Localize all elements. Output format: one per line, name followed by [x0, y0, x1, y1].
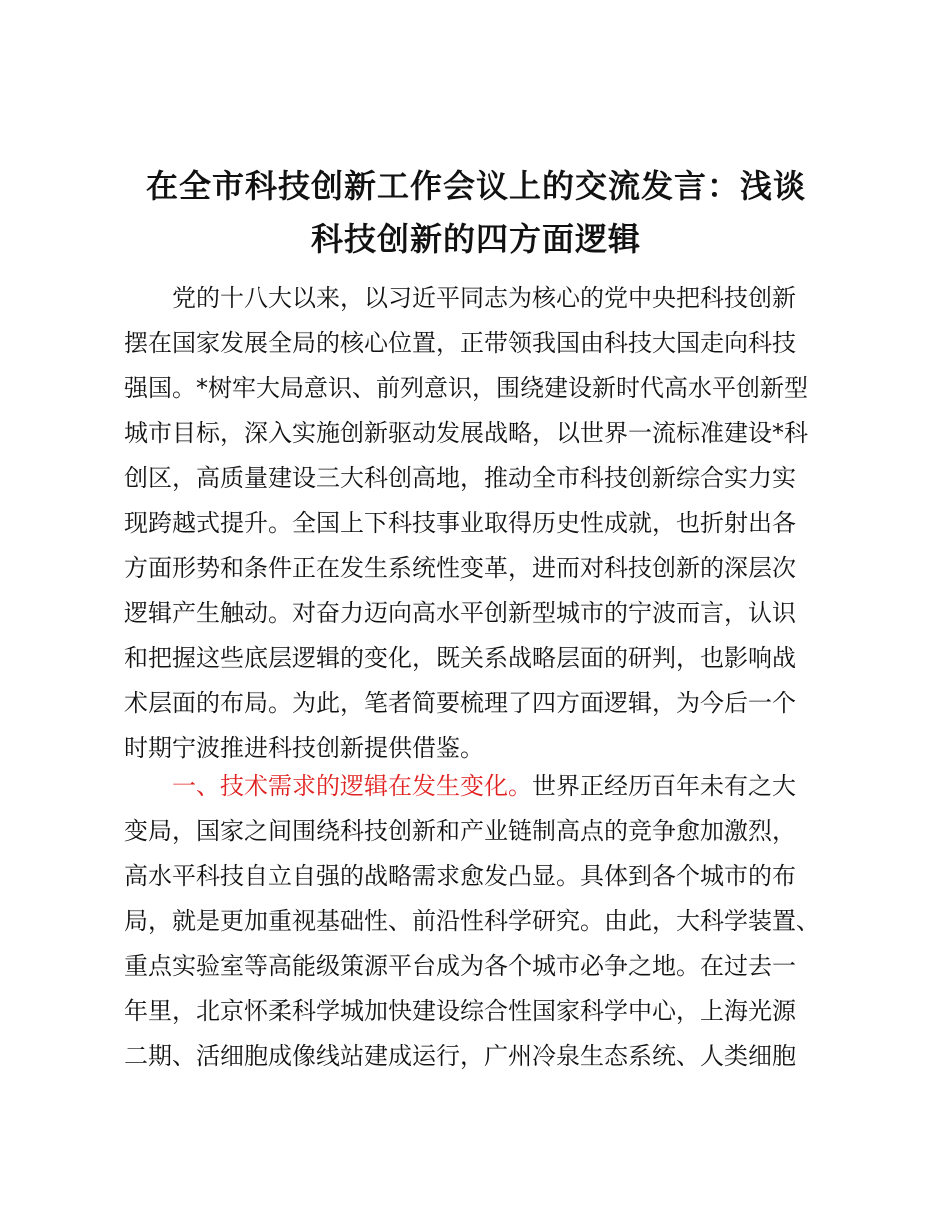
paragraph-line: 变局，国家之间围绕科技创新和产业链制高点的竞争愈加激烈，	[124, 817, 796, 845]
title-line-2: 科技创新的四方面逻辑	[310, 220, 641, 258]
paragraph-line: 时期宁波推进科技创新提供借鉴。	[124, 734, 484, 762]
paragraph-line: 现跨越式提升。全国上下科技事业取得历史性成就，也折射出各	[124, 509, 796, 537]
paragraph-line: 高水平科技自立自强的战略需求愈发凸显。具体到各个城市的布	[124, 862, 796, 890]
section-1-paragraph	[124, 764, 836, 1079]
paragraph-line: 二期、活细胞成像线站建成运行，广州冷泉生态系统、人类细胞	[124, 1042, 796, 1070]
paragraph-line: 强国。*树牢大局意识、前列意识，围绕建设新时代高水平创新型	[124, 374, 808, 402]
paragraph-line: 城市目标，深入实施创新驱动发展战略，以世界一流标准建设*科	[124, 419, 808, 447]
paragraph-line: 年里，北京怀柔科学城加快建设综合性国家科学中心，上海光源	[124, 997, 796, 1025]
section-1-heading: 一、技术需求的逻辑在发生变化。	[172, 772, 532, 800]
document-title	[120, 160, 832, 266]
paragraph-line: 逻辑产生触动。对奋力迈向高水平创新型城市的宁波而言，认识	[124, 599, 796, 627]
paragraph-line: 摆在国家发展全局的核心位置，正带领我国由科技大国走向科技	[124, 329, 796, 357]
title-line-1: 在全市科技创新工作会议上的交流发言：浅谈	[145, 167, 806, 205]
section-1-first-line	[124, 764, 836, 809]
paragraph-line: 术层面的布局。为此，笔者简要梳理了四方面逻辑，为今后一个	[124, 689, 796, 717]
paragraph-line: 和把握这些底层逻辑的变化，既关系战略层面的研判，也影响战	[124, 644, 796, 672]
paragraph-line: 方面形势和条件正在发生系统性变革，进而对科技创新的深层次	[124, 554, 796, 582]
paragraph-intro	[124, 276, 836, 771]
paragraph-line: 局，就是更加重视基础性、前沿性科学研究。由此，大科学装置、	[124, 907, 820, 935]
paragraph-line: 创区，高质量建设三大科创高地，推动全市科技创新综合实力实	[124, 464, 796, 492]
section-1-first-line-rest: 世界正经历百年未有之大	[532, 772, 796, 800]
paragraph-line: 党的十八大以来，以习近平同志为核心的党中央把科技创新	[172, 284, 796, 312]
paragraph-line: 重点实验室等高能级策源平台成为各个城市必争之地。在过去一	[124, 952, 796, 980]
